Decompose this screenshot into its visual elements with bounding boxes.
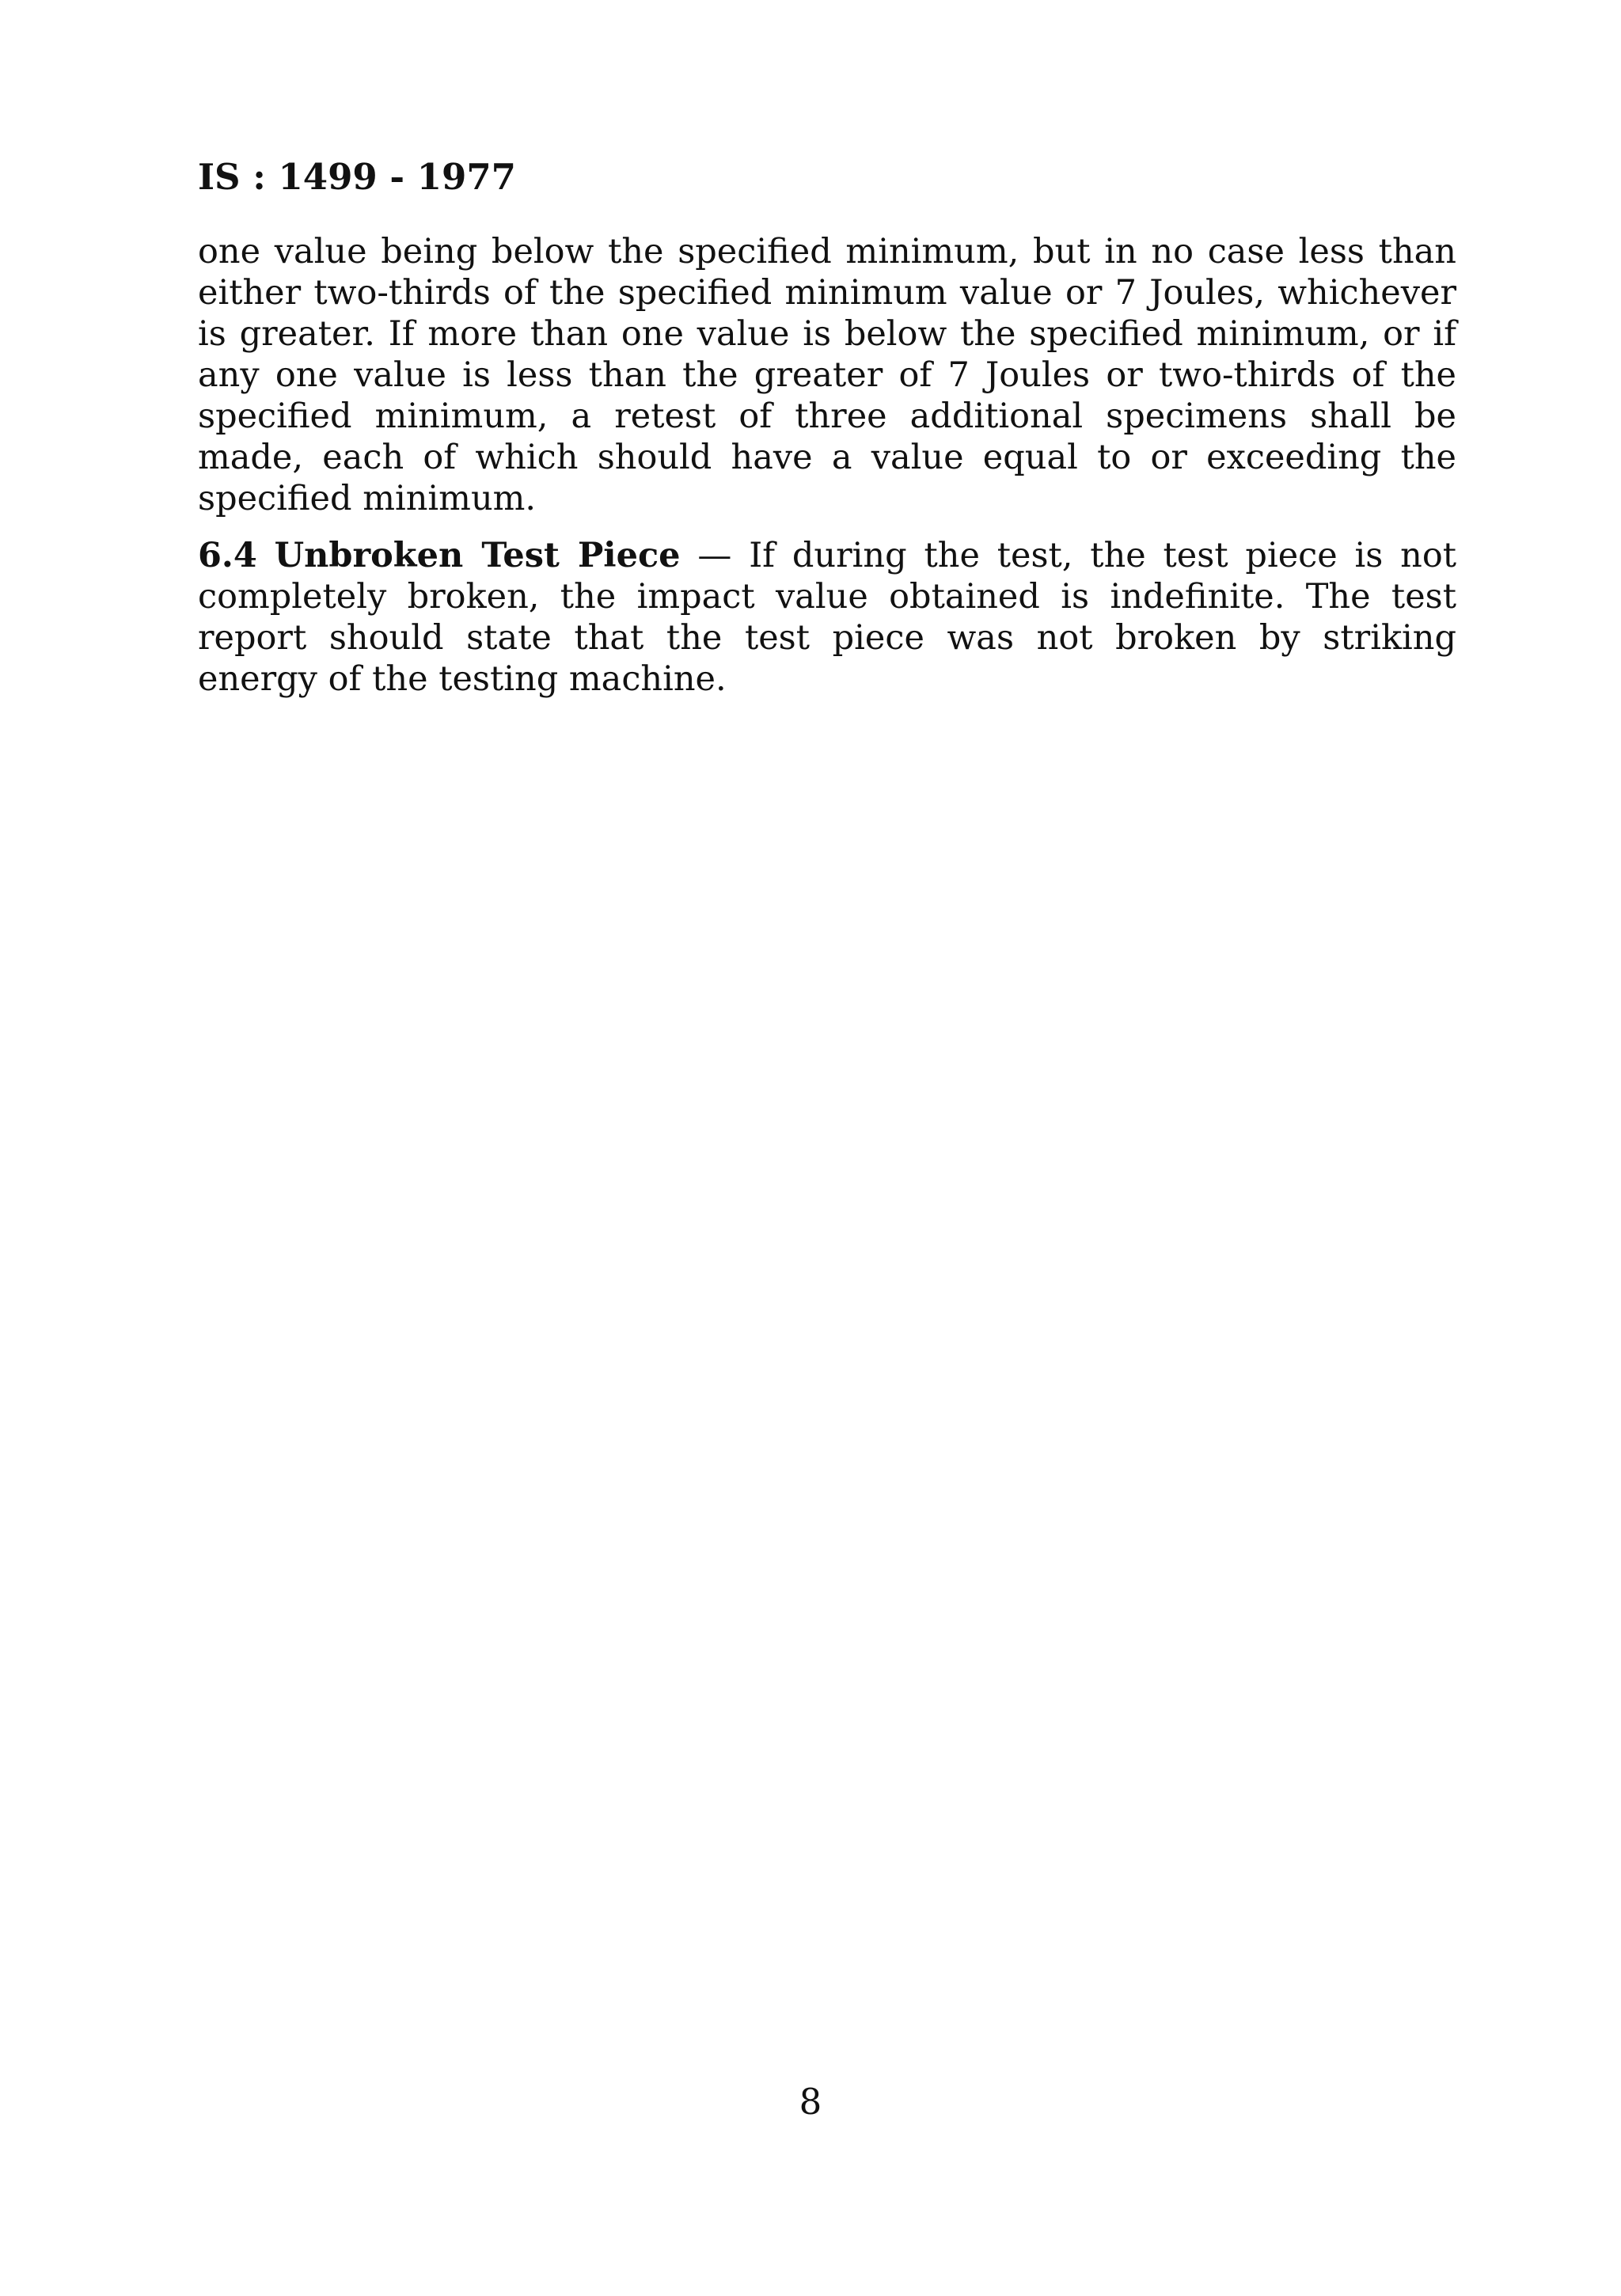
clause-text: If during the test, the test piece is not completely broken, the impact value obtained is indefinite. The test report should state that the test piece was not broken by striking energy of the testing machine. [198,536,1456,699]
clause-separator: — [697,536,732,575]
standard-number-header: IS : 1499 - 1977 [198,156,516,198]
body-text [198,231,1456,715]
page-number: 8 [799,2081,822,2123]
clause-title: Unbroken Test Piece [274,536,681,575]
clause-number: 6.4 [198,536,257,575]
clause-6-4-paragraph [198,535,1456,700]
continuation-paragraph: one value being below the specified minimum, but in no case less than either two-thirds of the specified minimum value or 7 Joules, whichever is greater. If more than one value is below the specified minimum, or if any one value is less than the greater of 7 Joules or two-thirds of the specified minimum, a retest of three additional specimens shall be made, each of which should have a value equal to or exceeding the specified minimum. [198,232,1456,518]
